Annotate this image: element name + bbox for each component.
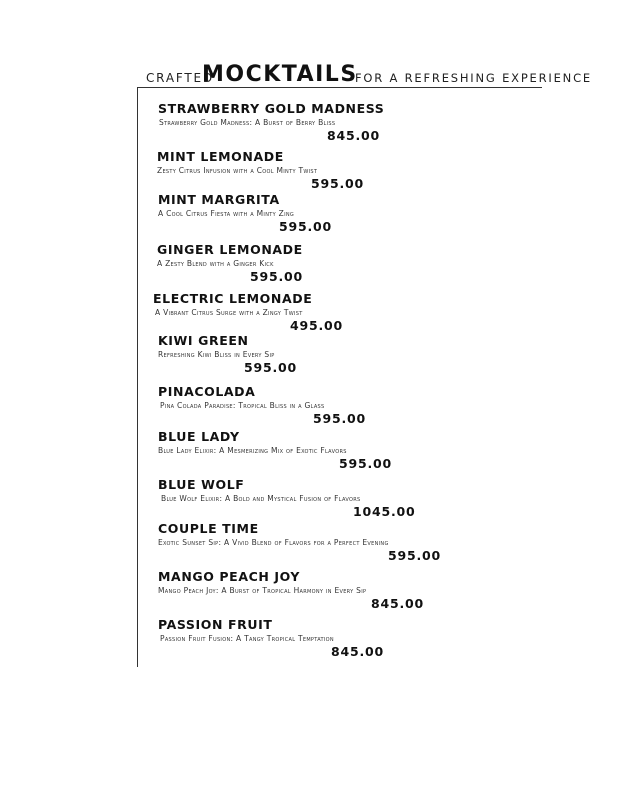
item-price: 845.00 <box>327 128 381 143</box>
item-name: PASSION FRUIT <box>158 617 273 632</box>
item-price: 845.00 <box>331 644 385 659</box>
item-name: MINT LEMONADE <box>157 149 284 164</box>
item-price: 595.00 <box>313 411 367 426</box>
item-description: Blue Wolf Elixir: A Bold and Mystical Fusion of Flavors <box>161 494 361 503</box>
item-name: PINACOLADA <box>158 384 256 399</box>
item-name: BLUE WOLF <box>158 477 245 492</box>
item-description: Zesty Citrus Infusion with a Cool Minty Twist <box>157 166 318 175</box>
item-price: 595.00 <box>250 269 304 284</box>
header-crafted-text: CRAFTED <box>146 71 214 85</box>
menu-header <box>146 62 592 88</box>
item-name: GINGER LEMONADE <box>157 242 303 257</box>
item-price: 1045.00 <box>353 504 416 519</box>
item-description: Pina Colada Paradise: Tropical Bliss in a Glass <box>160 401 325 410</box>
item-name: MINT MARGRITA <box>158 192 280 207</box>
item-name: BLUE LADY <box>158 429 240 444</box>
item-description: Refreshing Kiwi Bliss in Every Sip <box>158 350 275 359</box>
page-title: MOCKTAILS <box>202 62 358 87</box>
item-name: STRAWBERRY GOLD MADNESS <box>158 101 385 116</box>
item-price: 595.00 <box>244 360 298 375</box>
item-description: A Vibrant Citrus Surge with a Zingy Twist <box>155 308 303 317</box>
item-price: 595.00 <box>339 456 393 471</box>
item-description: A Zesty Blend with a Ginger Kick <box>157 259 274 268</box>
item-name: KIWI GREEN <box>158 333 249 348</box>
header-divider <box>137 87 542 88</box>
left-border-line <box>137 87 138 667</box>
item-description: Passion Fruit Fusion: A Tangy Tropical Temptation <box>160 634 334 643</box>
item-description: Blue Lady Elixir: A Mesmerizing Mix of Exotic Flavors <box>158 446 347 455</box>
item-price: 495.00 <box>290 318 344 333</box>
item-description: Strawberry Gold Madness: A Burst of Berry Bliss <box>159 118 336 127</box>
item-name: MANGO PEACH JOY <box>158 569 301 584</box>
item-name: COUPLE TIME <box>158 521 259 536</box>
item-price: 845.00 <box>371 596 425 611</box>
item-price: 595.00 <box>388 548 442 563</box>
item-description: Exotic Sunset Sip: A Vivid Blend of Flavors for a Perfect Evening <box>158 538 389 547</box>
item-name: ELECTRIC LEMONADE <box>153 291 313 306</box>
item-description: A Cool Citrus Fiesta with a Minty Zing <box>158 209 295 218</box>
header-tagline: FOR A REFRESHING EXPERIENCE <box>355 71 592 85</box>
item-price: 595.00 <box>311 176 365 191</box>
item-price: 595.00 <box>279 219 333 234</box>
item-description: Mango Peach Joy: A Burst of Tropical Harmony in Every Sip <box>158 586 367 595</box>
